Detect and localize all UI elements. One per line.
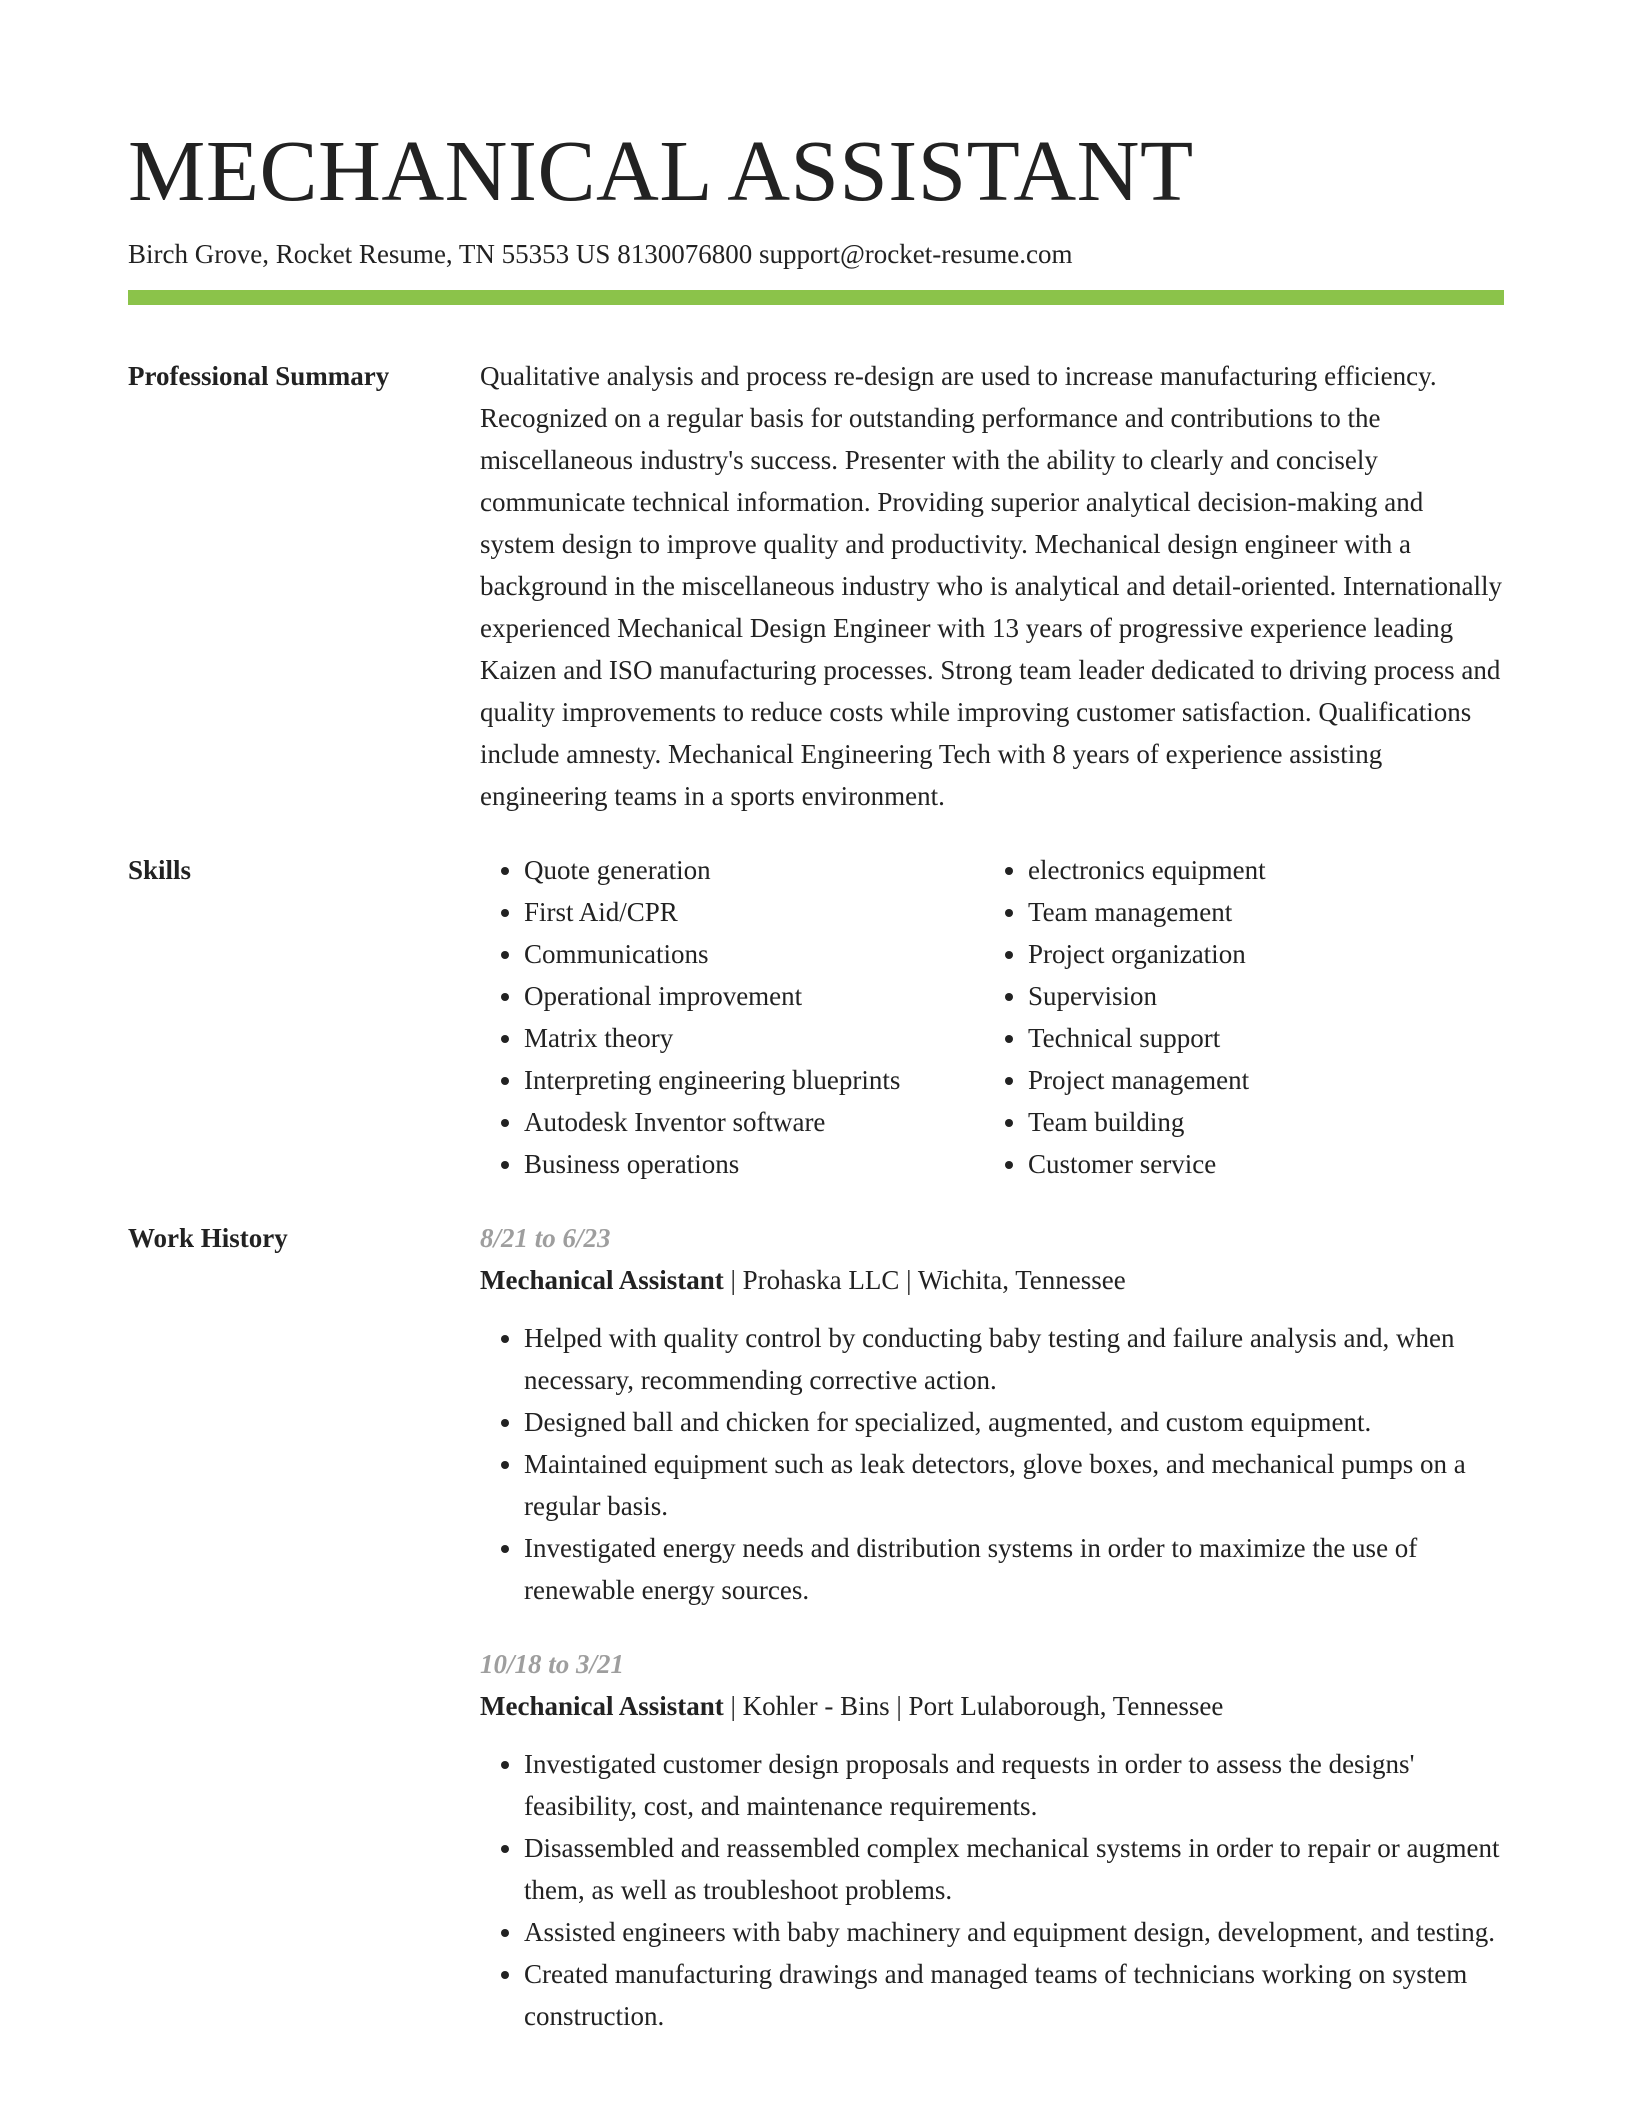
skill-item: • Technical support — [1028, 1017, 1504, 1059]
section-professional-summary — [128, 355, 1504, 817]
job-title-line — [480, 1259, 1504, 1301]
work-history-body — [480, 1217, 1504, 2037]
job-bullet: • Maintained equipment such as leak detectors, glove boxes, and mechanical pumps on a regular basis. — [524, 1443, 1504, 1527]
skill-item: • Project management — [1028, 1059, 1504, 1101]
resume-page — [128, 0, 1504, 2037]
skill-item: • Project organization — [1028, 933, 1504, 975]
skills-column-2 — [984, 849, 1504, 1185]
job-bullet: • Investigated customer design proposals and requests in order to assess the designs' feasibility, cost, and maintenance requirements. — [524, 1743, 1504, 1827]
skill-item: • Quote generation — [524, 849, 984, 891]
skill-item: • Operational improvement — [524, 975, 984, 1017]
skill-item: • Matrix theory — [524, 1017, 984, 1059]
skills-column-1 — [480, 849, 984, 1185]
skill-item: • Communications — [524, 933, 984, 975]
section-label-skills: Skills — [128, 855, 192, 885]
contact-line: Birch Grove, Rocket Resume, TN 55353 US 8130076800 support@rocket-resume.com — [128, 239, 1073, 269]
job-bullets — [480, 1743, 1504, 2037]
job-bullets — [480, 1317, 1504, 1611]
job-details: | Prohaska LLC | Wichita, Tennessee — [723, 1265, 1126, 1295]
job-bullet: • Created manufacturing drawings and managed teams of technicians working on system construction. — [524, 1953, 1504, 2037]
job-entry — [480, 1643, 1504, 2037]
job-details: | Kohler - Bins | Port Lulaborough, Tennessee — [723, 1691, 1224, 1721]
section-label-summary: Professional Summary — [128, 361, 390, 391]
header-divider — [128, 290, 1504, 305]
skills-columns — [480, 849, 1504, 1185]
section-label-work-history: Work History — [128, 1223, 288, 1253]
job-dates: 10/18 to 3/21 — [480, 1649, 625, 1679]
skill-item: • Interpreting engineering blueprints — [524, 1059, 984, 1101]
skill-item: • Autodesk Inventor software — [524, 1101, 984, 1143]
section-skills — [128, 849, 1504, 1185]
job-bullet: • Assisted engineers with baby machinery and equipment design, development, and testing. — [524, 1911, 1504, 1953]
skills-body — [480, 849, 1504, 1185]
skill-item: • electronics equipment — [1028, 849, 1504, 891]
skill-item: • Team building — [1028, 1101, 1504, 1143]
resume-name: MECHANICAL ASSISTANT — [128, 122, 1194, 219]
job-title: Mechanical Assistant — [480, 1265, 724, 1295]
skill-item: • Supervision — [1028, 975, 1504, 1017]
section-work-history — [128, 1217, 1504, 2037]
skill-item: • Business operations — [524, 1143, 984, 1185]
job-entry — [480, 1217, 1504, 1611]
job-title: Mechanical Assistant — [480, 1691, 724, 1721]
skill-item: • First Aid/CPR — [524, 891, 984, 933]
summary-text: Qualitative analysis and process re-design are used to increase manufacturing efficiency. Recognized on a regular basis for outstanding performance and contributions to the miscellaneous industry's success. Presenter with the ability to clearly and concisely communicate technical information. Providing superior analytical decision-making and system design to improve quality and productivity. Mechanical design engineer with a background in the miscellaneous industry who is analytical and detail-oriented. Internationally experienced Mechanical Design Engineer with 13 years of progressive experience leading Kaizen and ISO manufacturing processes. Strong team leader dedicated to driving process and quality improvements to reduce costs while improving customer satisfaction. Qualifications include amnesty. Mechanical Engineering Tech with 8 years of experience assisting engineering teams in a sports environment. — [480, 361, 1502, 811]
job-bullet: • Helped with quality control by conducting baby testing and failure analysis and, when necessary, recommending corrective action. — [524, 1317, 1504, 1401]
skill-item: • Customer service — [1028, 1143, 1504, 1185]
job-title-line — [480, 1685, 1504, 1727]
job-bullet: • Investigated energy needs and distribution systems in order to maximize the use of renewable energy sources. — [524, 1527, 1504, 1611]
job-bullet: • Designed ball and chicken for specialized, augmented, and custom equipment. — [524, 1401, 1504, 1443]
skill-item: • Team management — [1028, 891, 1504, 933]
job-dates: 8/21 to 6/23 — [480, 1223, 611, 1253]
job-bullet: • Disassembled and reassembled complex mechanical systems in order to repair or augment them, as well as troubleshoot problems. — [524, 1827, 1504, 1911]
